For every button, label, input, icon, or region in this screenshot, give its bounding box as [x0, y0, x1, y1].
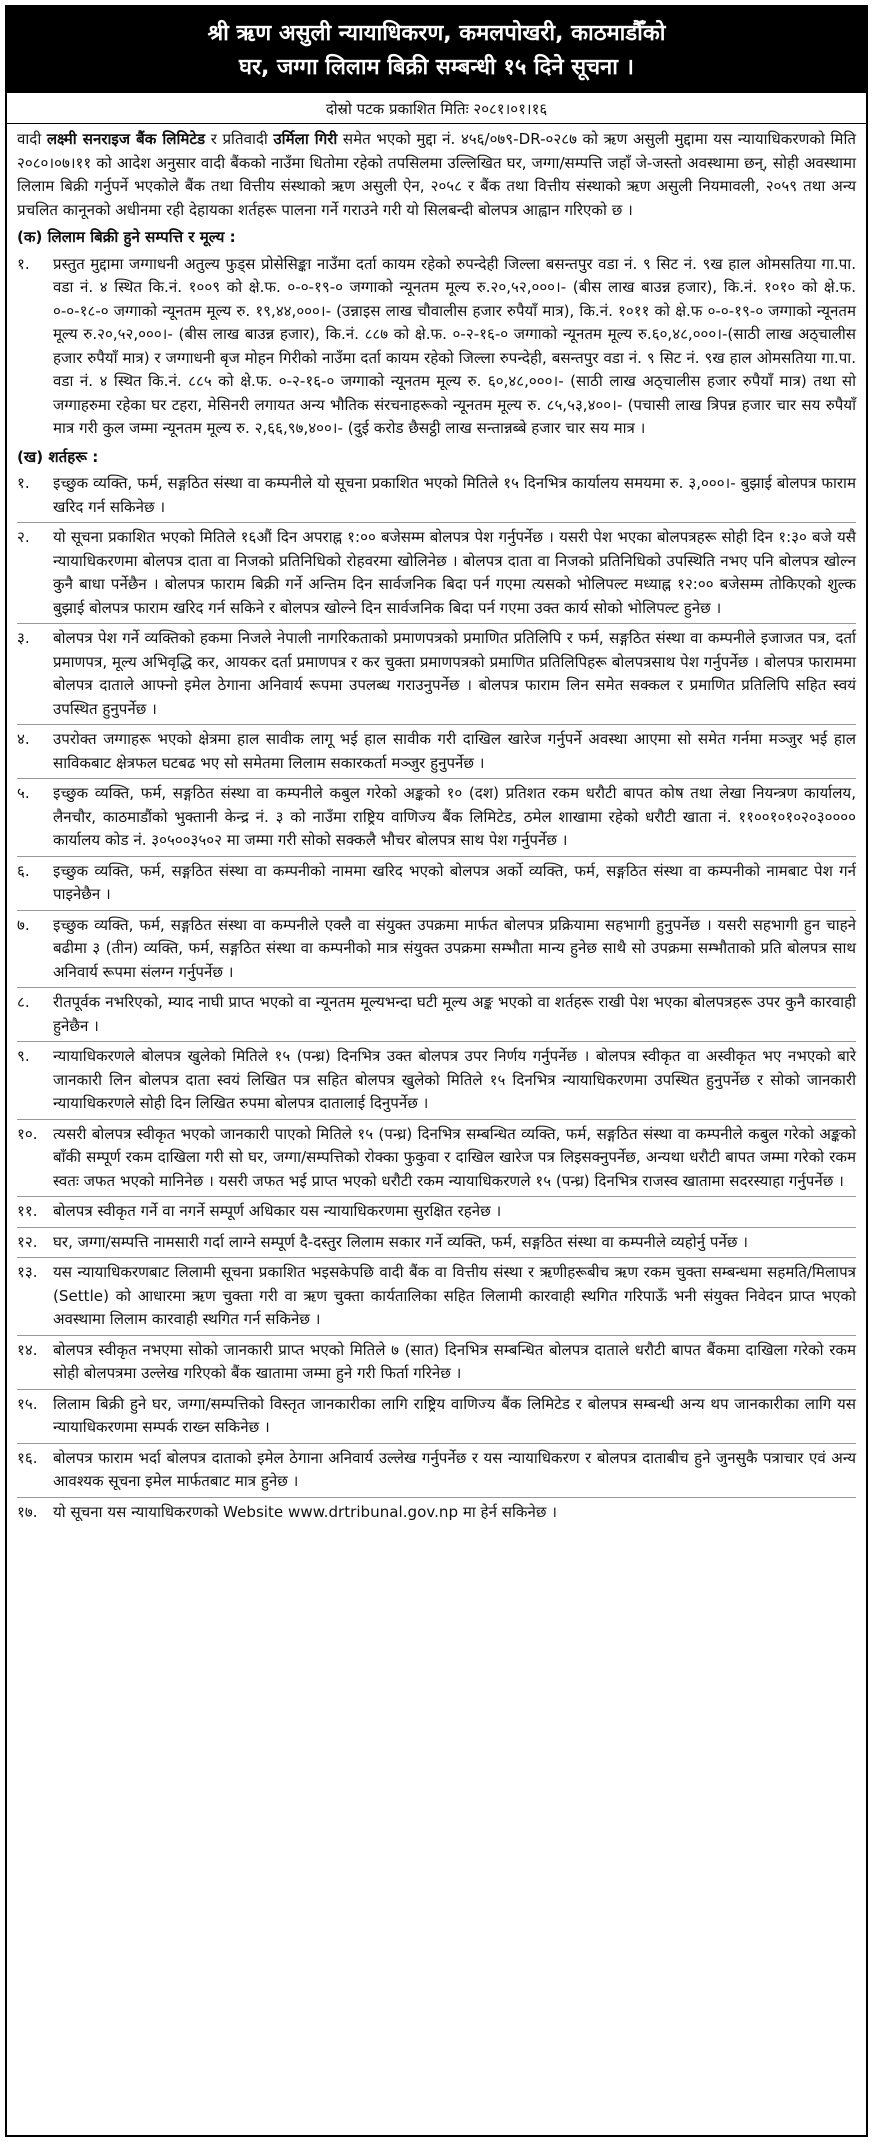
- item-text: यो सूचना प्रकाशित भएको मितिले १६औं दिन अपराह्न १:०० बजेसम्म बोलपत्र पेश गर्नुपर्नेछ । यसरी पेश भएका बोलपत्रहरू सोही दिन १:३० बजे यसै न्यायाधिकरणमा बोलपत्र दाता वा निजको प्रतिनिधिको रोहवरमा खोलिनेछ । बोलपत्र दाता वा निजको प्रतिनिधिको उपस्थिति नभए पनि बोलपत्र खोल्न कुनै बाधा पर्नेछैन । बोलपत्र फाराम बिक्री गर्ने अन्तिम दिन सार्वजनिक बिदा पर्न गएमा त्यसको भोलिपल्ट मध्याह्न १२:०० बजेसम्म तोकिएको शुल्क बुझाई बोलपत्र फाराम खरिद गर्न सकिने र बोलपत्र खोल्ने दिन सार्वजनिक बिदा पर्न गएमा उक्त कार्य सोको भोलिपल्ट हुनेछ ।: [53, 528, 856, 617]
- item-text: प्रस्तुत मुद्दामा जग्गाधनी अतुल्य फुड्स प्रोसेसिङ्का नाउँमा दर्ता कायम रहेको रुपन्देही जिल्ला बसन्तपुर वडा नं. ९ सिट नं. ९ख हाल ओमसतिया गा.पा. वडा नं. ४ स्थित कि.नं. १००९ को क्षे.फ. ०-०-१९-० जग्गाको न्यूनतम मूल्य रु.२०,५२,०००।- (बीस लाख बाउन्न हजार), कि.नं. १०१० को क्षे.फ. ०-०-१८-० जग्गाको न्यूनतम मूल्य रु. १९,४४,०००।- (उन्नाइस लाख चौवालीस हजार रुपैयाँ मात्र), कि.नं. १०११ को क्षे.फ ०-०-१९-० जग्गाको न्यूनतम मूल्य रु.२०,५२,०००।- (बीस लाख बाउन्न हजार), कि.नं. ८८७ को क्षे.फ. ०-२-१६-० जग्गाको न्यूनतम मूल्य रु.६०,४८,०००।-(साठी लाख अठ्चालीस हजार रुपैयाँ मात्र) र जग्गाधनी बृज मोहन गिरीको नाउँमा दर्ता कायम रहेको जिल्ला रुपन्देही, बसन्तपुर वडा नं. ९ सिट नं. ९ख हाल ओमसतिया गा.पा. वडा नं. ४ स्थित कि.नं. ८८५ को क्षे.फ. ०-२-१६-० जग्गाको न्यूनतम मूल्य रु. ६०,४८,०००।- (साठी लाख अठ्चालीस हजार रुपैयाँ मात्र) तथा सो जग्गाहरुमा रहेका घर टहरा, मेसिनरी लगायत अन्य भौतिक संरचनाहरूको न्यूनतम मूल्य रु. ८५,५३,४००।- (पचासी लाख त्रिपन्न हजार चार सय रुपैयाँ मात्र गरी कुल जम्मा न्यूनतम मूल्य रु. २,६६,९७,४००।- (दुई करोड छैसट्ठी लाख सन्तान्नब्बे हजार चार सय मात्र ।: [53, 254, 856, 437]
- item-text: इच्छुक व्यक्ति, फर्म, सङ्गठित संस्था वा कम्पनीले यो सूचना प्रकाशित भएको मितिले १५ दिनभित्र कार्यालय समयमा रु. ३,०००।- बुझाई बोलपत्र फाराम खरिद गर्न सकिनेछ ।: [53, 474, 856, 516]
- list-item: [17, 1228, 856, 1259]
- section-ka-list: [17, 250, 856, 444]
- list-item: [17, 1197, 856, 1228]
- intro-text-1: वादी: [17, 130, 47, 148]
- item-number: १३.: [17, 1263, 38, 1281]
- item-text: बोलपत्र पेश गर्ने व्यक्तिको हकमा निजले नेपाली नागरिकताको प्रमाणपत्रको प्रमाणित प्रतिलिपि र फर्म, सङ्गठित संस्था वा कम्पनीले इजाजत पत्र, दर्ता प्रमाणपत्र, मूल्य अभिवृद्धि कर, आयकर दर्ता प्रमाणपत्र र कर चुक्ता प्रमाणपत्रको प्रमाणित प्रतिलिपिहरू बोलपत्रसाथ पेश गर्नुपर्नेछ । बोलपत्र फाराममा बोलपत्र दाताले आफ्नो इमेल ठेगाना अनिवार्य रूपमा उपलब्ध गराउनुपर्नेछ । बोलपत्र फाराम लिन समेत सक्कल र प्रमाणित प्रतिलिपि सहित स्वयं उपस्थित हुनुपर्नेछ ।: [53, 629, 856, 718]
- list-item: [17, 725, 856, 779]
- list-item: [17, 779, 856, 857]
- item-text: घर, जग्गा/सम्पत्ति नामसारी गर्दा लाग्ने सम्पूर्ण दै-दस्तुर लिलाम सकार गर्ने व्यक्ति, फर्म, सङ्गठित संस्था वा कम्पनीले व्यहोर्नु पर्नेछ ।: [53, 1232, 748, 1251]
- notice-page: [5, 5, 868, 2137]
- list-item: [17, 469, 856, 523]
- item-number: ७.: [17, 915, 30, 934]
- item-text: यो सूचना यस न्यायाधिकरणको Website www.drtribunal.gov.np मा हेर्न सकिनेछ ।: [53, 1502, 557, 1521]
- intro-paragraph: [17, 128, 856, 222]
- intro-text-3: समेत भएको मुद्दा नं. ४५६/०७९-DR-०२८७ को ऋण असुली मुद्दामा यस न्यायाधिकरणको मिति २०८०।०७।११ को आदेश अनुसार वादी बैंकको नाउँमा धितोमा रहेको तपसिलमा उल्लिखित घर, जग्गा/सम्पत्ति जहाँ जे-जस्तो अवस्थामा छन्, सोही अवस्थामा लिलाम बिक्री गर्नुपर्ने भएकोले बैंक तथा वित्तीय संस्थाको ऋण असुली ऐन, २०५८ र बैंक तथा वित्तीय संस्थाको ऋण असुली नियमावली, २०५९ तथा अन्य प्रचलित कानूनको अधीनमा रही देहायका शर्तहरू पालना गर्ने गराउने गरी यो सिलबन्दी बोलपत्र आह्वान गरिएको छ ।: [17, 130, 856, 219]
- item-number: १७.: [17, 1502, 38, 1521]
- item-number: ११.: [17, 1202, 38, 1220]
- list-item: [17, 1258, 856, 1336]
- item-number: ८.: [17, 993, 30, 1011]
- item-text: रीतपूर्वक नभरिएको, म्याद नाघी प्राप्त भएको वा न्यूनतम मूल्यभन्दा घटी मूल्य अङ्क भएको वा शर्तहरू राखी पेश भएका बोलपत्रहरू उपर कुनै कारवाही हुनेछैन ।: [53, 993, 856, 1035]
- item-number: ५.: [17, 784, 30, 802]
- defendant-name: उर्मिला गिरी: [273, 130, 338, 148]
- item-number: ६.: [17, 861, 30, 880]
- list-item: [17, 250, 856, 444]
- item-text: लिलाम बिक्री हुने घर, जग्गा/सम्पत्तिको विस्तृत जानकारीका लागि राष्ट्रिय वाणिज्य बैंक लिमिटेड र बोलपत्र सम्बन्धी अन्य थप जानकारीका लागि यस न्यायाधिकरणमा सम्पर्क राख्न सकिनेछ ।: [53, 1394, 856, 1436]
- item-number: ४.: [17, 730, 30, 748]
- list-item: [17, 1498, 856, 1528]
- notice-body: [7, 124, 866, 1527]
- list-item: [17, 1042, 856, 1120]
- list-item: [17, 1336, 856, 1390]
- item-number: १६.: [17, 1448, 38, 1467]
- list-item: [17, 523, 856, 624]
- item-number: १४.: [17, 1340, 38, 1359]
- item-text: इच्छुक व्यक्ति, फर्म, सङ्गठित संस्था वा कम्पनीको नाममा खरिद भएको बोलपत्र अर्को व्यक्ति, फर्म, सङ्गठित संस्था वा कम्पनीको नामबाट पेश गर्न पाइनेछैन ।: [53, 861, 856, 903]
- list-item: [17, 1120, 856, 1198]
- item-text: इच्छुक व्यक्ति, फर्म, सङ्गठित संस्था वा कम्पनीले कबुल गरेको अङ्कको १० (दश) प्रतिशत रकम धरौटी बापत कोष तथा लेखा नियन्त्रण कार्यालय, लैनचौर, काठमाडौंको भुक्तानी केन्द्र नं. ३ को नाउँमा राष्ट्रिय वाणिज्य बैंक लिमिटेड, ठमेल शाखामा रहेको धरौटी खाता नं. ११००१०१०२०३०००० कार्यालय कोड नं. ३०५००३५०२ मा जम्मा गरी सोको सक्कलै भौचर बोलपत्र साथ पेश गर्नुपर्नेछ ।: [53, 784, 856, 849]
- plaintiff-bank: लक्ष्मी सनराइज बैंक लिमिटेड: [46, 130, 206, 148]
- item-text: यस न्यायाधिकरणबाट लिलामी सूचना प्रकाशित भइसकेपछि वादी बैंक वा वित्तीय संस्था र ऋणीहरूबीच ऋण रकम चुक्ता सम्बन्धमा सहमति/मिलापत्र (Settle) को आधारमा ऋण चुक्ता गरी वा ऋण चुक्ता कार्यतालिका सहित लिलामी कारवाही स्थगित गरिपाऊँ भनी संयुक्त निवेदन प्राप्त भएको अवस्थामा लिलाम कारवाही स्थगित गर्न सकिनेछ ।: [53, 1263, 856, 1328]
- item-text: बोलपत्र स्वीकृत नभएमा सोको जानकारी प्राप्त भएको मितिले ७ (सात) दिनभित्र सम्बन्धित बोलपत्र दाताले धरौटी बापत बैंकमा दाखिला गरेको रकम सोही बोलपत्रमा उल्लेख गरिएको बैंक खातामा जम्मा हुने गरी फिर्ता गरिनेछ ।: [53, 1340, 856, 1382]
- item-text: बोलपत्र स्वीकृत गर्ने वा नगर्ने सम्पूर्ण अधिकार यस न्यायाधिकरणमा सुरक्षित रहनेछ ।: [53, 1202, 502, 1220]
- item-text: न्यायाधिकरणले बोलपत्र खुलेको मितिले १५ (पन्ध्र) दिनभित्र उक्त बोलपत्र उपर निर्णय गर्नुपर्नेछ । बोलपत्र स्वीकृत वा अस्वीकृत भए नभएको बारे जानकारी लिन बोलपत्र दाता स्वयं लिखित पत्र सहित बोलपत्र खुलेको मितिले १५ दिनभित्र न्यायाधिकरणमा उपस्थित हुनुपर्नेछ र सोको जानकारी न्यायाधिकरणले सोही दिन लिखित रुपमा बोलपत्र दातालाई दिनुपर्नेछ ।: [53, 1047, 856, 1112]
- list-item: [17, 1390, 856, 1444]
- list-item: [17, 911, 856, 989]
- item-text: बोलपत्र फाराम भर्दा बोलपत्र दाताको इमेल ठेगाना अनिवार्य उल्लेख गर्नुपर्नेछ र यस न्यायाधिकरण र बोलपत्र दाताबीच हुने जुनसुकै पत्राचार एवं अन्य आवश्यक सूचना इमेल मार्फतबाट मात्र हुनेछ ।: [53, 1448, 856, 1490]
- intro-text-2: र प्रतिवादी: [205, 130, 274, 148]
- item-number: ९.: [17, 1047, 30, 1065]
- section-ka-heading: (क) लिलाम बिक्री हुने सम्पत्ति र मूल्य :: [17, 228, 236, 246]
- item-number: ३.: [17, 629, 30, 647]
- item-number: १.: [17, 254, 30, 273]
- item-text: उपरोक्त जग्गाहरू भएको क्षेत्रमा हाल सावीक लागू भई हाल सावीक गरी दाखिल खारेज गर्नुपर्ने अवस्था आएमा सो समेत गर्नमा मञ्जुर भई हाल साविकबाट क्षेत्रफल घटबढ भए सो समेतमा लिलाम सकारकर्ता मञ्जुर हुनुपर्नेछ ।: [53, 730, 856, 772]
- item-number: १५.: [17, 1394, 38, 1413]
- item-text: त्यसरी बोलपत्र स्वीकृत भएको जानकारी पाएको मितिले १५ (पन्ध्र) दिनभित्र सम्बन्धित व्यक्ति, फर्म, सङ्गठित संस्था वा कम्पनीले कबुल गरेको अङ्कको बाँकी सम्पूर्ण रकम दाखिला गरी सो घर, जग्गा/सम्पत्तिको रोक्का फुकुवा र दाखिल खारेज पत्र लिइसक्नुपर्नेछ, अन्यथा धरौटी बापत जम्मा गरेको रकम स्वतः जफत भएको मानिनेछ । यसरी जफत भई प्राप्त भएको धरौटी रकम न्यायाधिकरणले १५ (पन्ध्र) दिनभित्र राजस्व खातामा सदरस्याहा गर्नुपर्नेछ ।: [53, 1124, 856, 1190]
- list-item: [17, 988, 856, 1042]
- item-text: इच्छुक व्यक्ति, फर्म, सङ्गठित संस्था वा कम्पनीले एक्लै वा संयुक्त उपक्रमा मार्फत बोलपत्र प्रक्रियामा सहभागी हुनुपर्नेछ । यसरी सहभागी हुन चाहने बढीमा ३ (तीन) व्यक्ति, फर्म, सङ्गठित संस्था वा कम्पनीको मात्र संयुक्त उपक्रमा सम्भौता मान्य हुनेछ साथै सो उपक्रमा सम्भौताको प्रति बोलपत्र साथ अनिवार्य रूपमा संलग्न गर्नुपर्नेछ ।: [53, 915, 856, 981]
- section-kha-heading: (ख) शर्तहरू :: [17, 447, 99, 466]
- item-number: २.: [17, 528, 30, 546]
- item-number: १०.: [17, 1124, 38, 1143]
- header-line-2: घर, जग्गा लिलाम बिक्री सम्बन्धी १५ दिने सूचना ।: [239, 55, 634, 80]
- item-number: १.: [17, 474, 30, 492]
- notice-header: [7, 7, 866, 93]
- list-item: [17, 624, 856, 725]
- section-kha-list: [17, 469, 856, 1527]
- item-number: १२.: [17, 1232, 38, 1251]
- list-item: [17, 1444, 856, 1498]
- list-item: [17, 857, 856, 911]
- publication-date: दोस्रो पटक प्रकाशित मितिः २०८१।०१।१६: [7, 93, 866, 124]
- header-line-1: श्री ऋण असुली न्यायाधिकरण, कमलपोखरी, काठमाडौँको: [207, 21, 666, 46]
